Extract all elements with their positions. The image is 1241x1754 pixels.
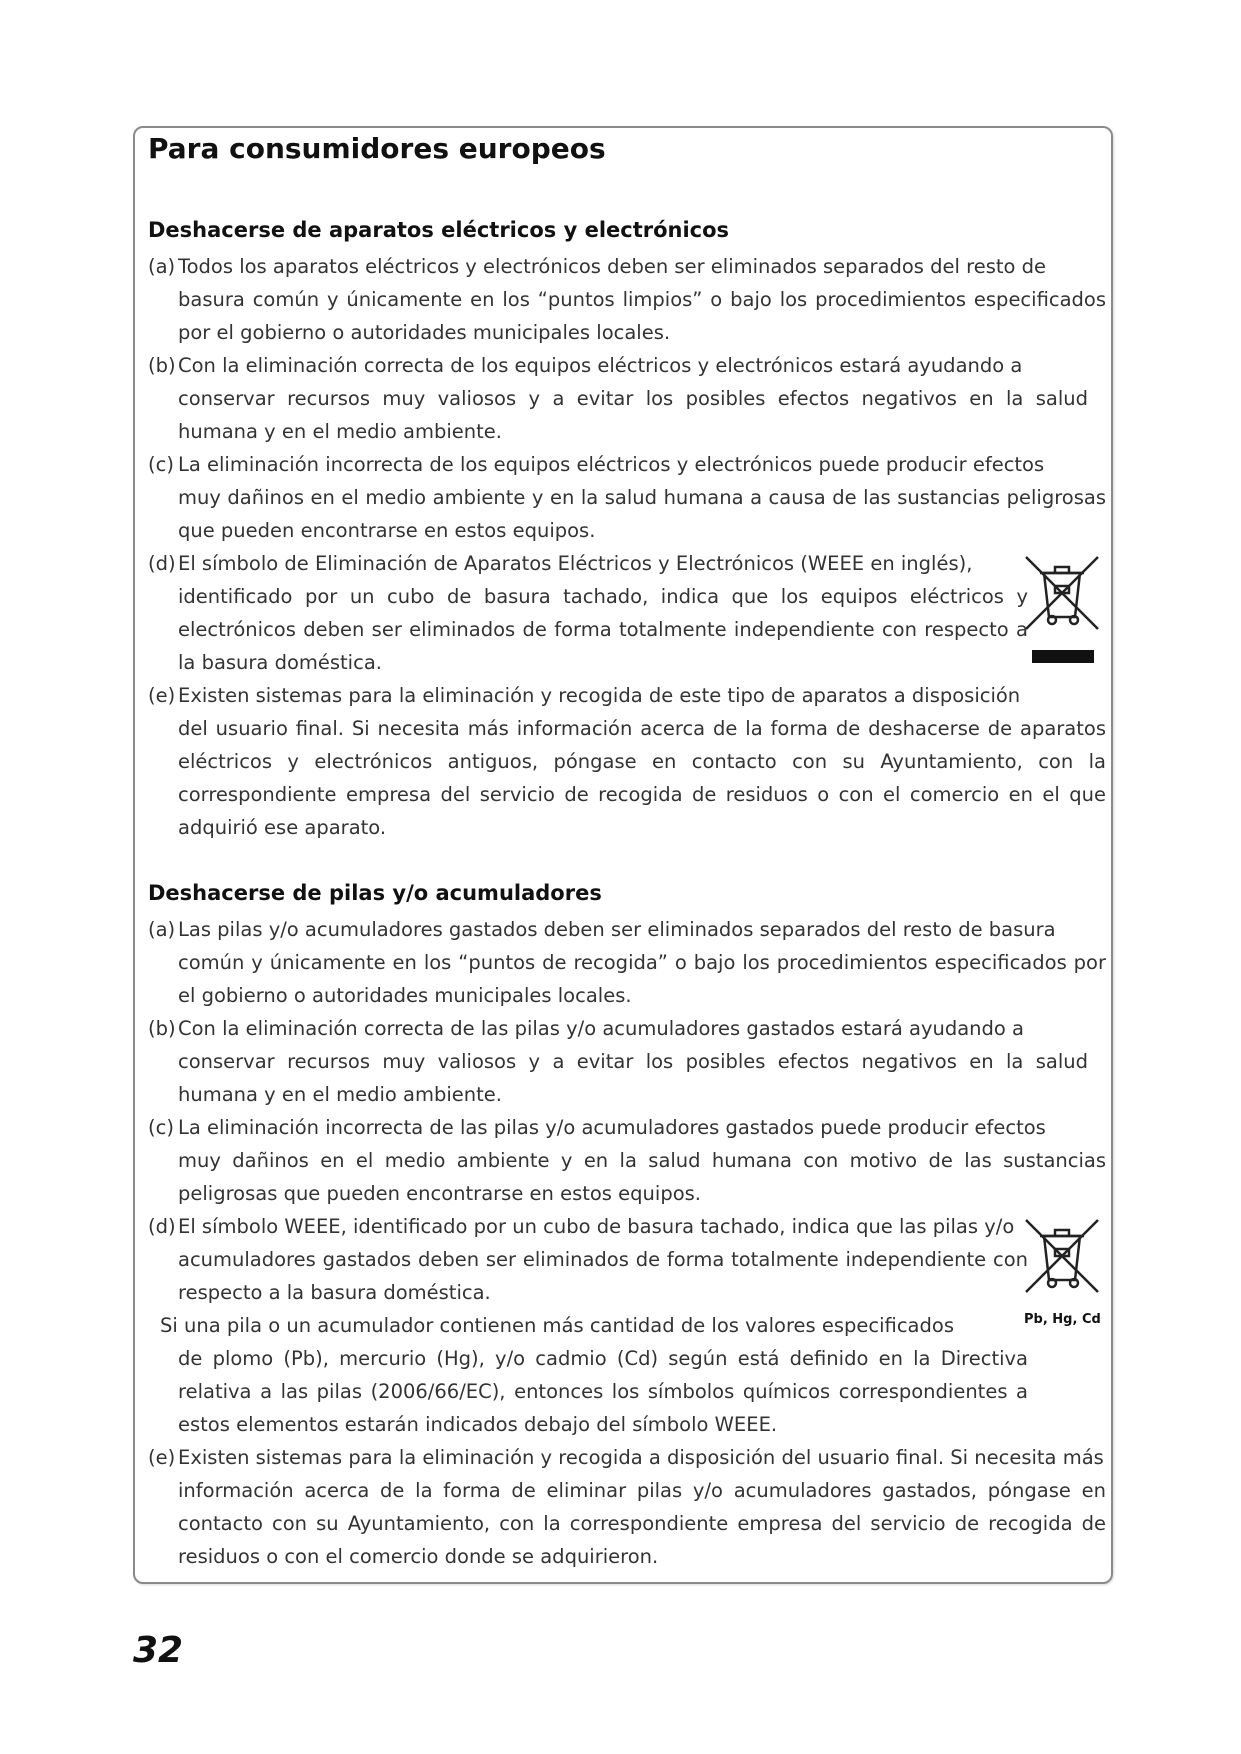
page-number: 32 xyxy=(133,1630,184,1671)
crossed-out-wheelie-bin-icon xyxy=(1022,553,1102,633)
section-heading-batteries: Deshacerse de pilas y/o acumuladores xyxy=(148,881,602,905)
batteries-item-a: (a) Las pilas y/o acumuladores gastados deben ser eliminados separados del resto de basura común y únicamente en los “puntos de recogida” o bajo los procedimientos especificados por el gobierno o autoridades municipales locales. xyxy=(148,918,1106,1007)
appliances-item-d: (d) El símbolo de Eliminación de Aparatos Eléctricos y Electrónicos (WEEE en inglés), identificado por un cubo de basura tachado, indica que los equipos eléctricos y electrónicos deben ser eliminados de forma totalmente independiente con respecto a la basura doméstica. xyxy=(148,552,1028,674)
appliances-item-a: (a) Todos los aparatos eléctricos y electrónicos deben ser eliminados separados del resto de basura común y únicamente en los “puntos limpios” o bajo los procedimientos especificados por el gobierno o autoridades municipales locales. xyxy=(148,255,1106,344)
appliances-item-c: (c) La eliminación incorrecta de los equipos eléctricos y electrónicos puede producir efectos muy dañinos en el medio ambiente y en la salud humana a causa de las sustancias peligrosas que pueden encontrarse en estos equipos. xyxy=(148,453,1106,542)
appliances-item-b: (b) Con la eliminación correcta de los equipos eléctricos y electrónicos estará ayudando a conservar recursos muy valiosos y a evitar los posibles efectos negativos en la salud humana y en el medio ambiente. xyxy=(148,354,1088,443)
batteries-item-c: (c) La eliminación incorrecta de las pilas y/o acumuladores gastados puede producir efectos muy dañinos en el medio ambiente y en la salud humana con motivo de las sustancias peligrosas que pueden encontrarse en estos equipos. xyxy=(148,1116,1106,1205)
batteries-item-b: (b) Con la eliminación correcta de las pilas y/o acumuladores gastados estará ayudando a conservar recursos muy valiosos y a evitar los posibles efectos negativos en la salud humana y en el medio ambiente. xyxy=(148,1017,1088,1106)
batteries-item-d: (d) El símbolo WEEE, identificado por un cubo de basura tachado, indica que las pilas y/o acumuladores gastados deben ser eliminados de forma totalmente independiente con respecto a la basura doméstica. Si una pila o un acumulador contienen más cantidad de los valores especificados de plomo (Pb), mercurio (Hg), y/o cadmio (Cd) según está definido en la Directiva relativa a las pilas (2006/66/EC), entonces los símbolos químicos correspondientes a estos elementos estarán indicados debajo del símbolo WEEE. xyxy=(148,1215,1028,1436)
batteries-item-e: (e) Existen sistemas para la eliminación y recogida a disposición del usuario final. Si necesita más información acerca de la forma de eliminar pilas y/o acumuladores gastados, póngase en contacto con su Ayuntamiento, con la correspondiente empresa del servicio de recogida de residuos o con el comercio donde se adquirieron. xyxy=(148,1446,1106,1568)
appliances-item-e: (e) Existen sistemas para la eliminación y recogida de este tipo de aparatos a disposición del usuario final. Si necesita más información acerca de la forma de deshacerse de aparatos eléctricos y electrónicos antiguos, póngase en contacto con su Ayuntamiento, con la correspondiente empresa del servicio de recogida de residuos o con el comercio en el que adquirió ese aparato. xyxy=(148,684,1106,839)
page-title: Para consumidores europeos xyxy=(148,132,606,165)
chemical-symbols-label: Pb, Hg, Cd xyxy=(1024,1312,1101,1327)
weee-black-bar xyxy=(1032,650,1094,663)
section-heading-appliances: Deshacerse de aparatos eléctricos y electrónicos xyxy=(148,218,730,242)
crossed-out-wheelie-bin-battery-icon xyxy=(1022,1216,1102,1296)
